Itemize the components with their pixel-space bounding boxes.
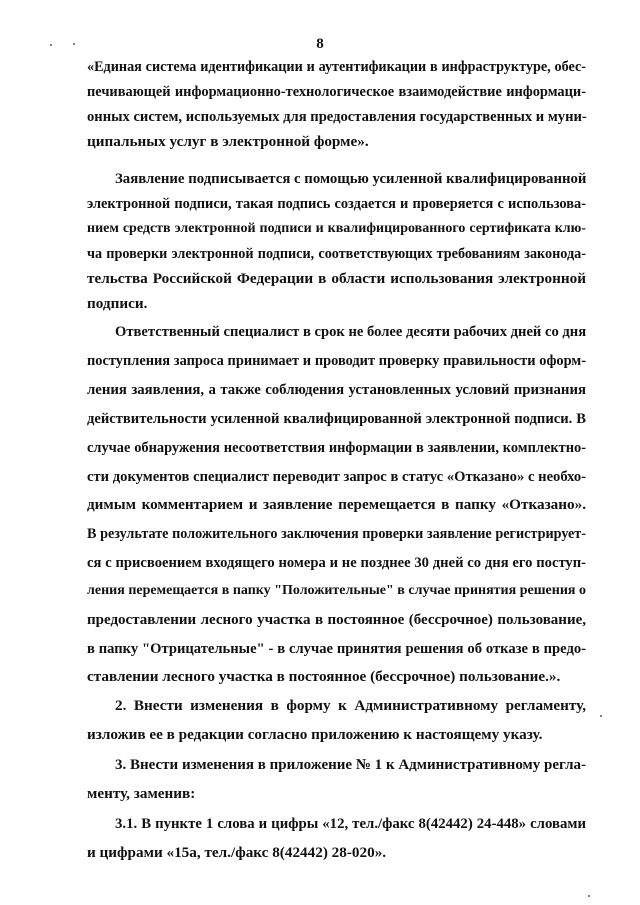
text-line: Заявление подписывается с помощью усиленной квалифицированной	[115, 171, 587, 187]
text-line: тельства Российской Федерации в области использования электронной	[87, 270, 586, 287]
scan-speck	[73, 43, 75, 45]
text-line: случае обнаружения несоответствия информации в заявлении, комплектно-	[87, 440, 586, 456]
page-number: 8	[316, 36, 324, 52]
text-line: менту, заменив:	[87, 785, 196, 802]
text-line: печивающей информационно-технологическое взаимодействие информаци-	[87, 84, 586, 100]
scan-speck	[50, 44, 52, 46]
text-line: в папку "Отрицательные" - в случае принятия решения об отказе в предо-	[87, 641, 586, 657]
text-line: димым комментарием и заявление перемещается в папку «Отказано».	[87, 496, 586, 513]
text-line: действительности усиленной квалифицированной электронной подписи. В	[87, 411, 586, 427]
text-line: ципальных услуг в электронной форме».	[87, 133, 369, 150]
text-line: онных систем, используемых для предоставления государственных и муни-	[87, 109, 587, 125]
text-line: поступления запроса принимает и проводит проверку правильности оформ-	[87, 353, 586, 369]
text-line: сти документов специалист переводит запрос в статус «Отказано» с необхо-	[87, 469, 586, 485]
text-line: «Единая система идентификации и аутентификации в инфраструктуре, обес-	[87, 59, 586, 75]
text-line: ча проверки электронной подписи, соответствующих требованиям законода-	[87, 246, 586, 262]
text-line: подписи.	[87, 295, 148, 312]
text-line: ления перемещается в папку "Положительные" в случае принятия решения о	[87, 583, 586, 598]
text-line: предоставлении лесного участка в постоянное (бессрочное) пользование,	[87, 612, 586, 628]
text-line: ления заявления, а также соблюдения установленных условий признания	[87, 382, 586, 398]
text-line: и цифрами «15а, тел./факс 8(42442) 28-020».	[87, 844, 387, 861]
text-line: Ответственный специалист в срок не более десяти рабочих дней со дня	[115, 324, 587, 340]
text-line: 2. Внести изменения в форму к Административному регламенту,	[115, 697, 586, 714]
text-line: 3. Внести изменения в приложение № 1 к Административному регла-	[115, 757, 586, 773]
text-line: В результате положительного заключения проверки заявление регистрирует-	[87, 526, 586, 542]
scan-speck	[600, 715, 602, 717]
text-line: электронной подписи, такая подпись создается и проверяется с использова-	[87, 196, 586, 212]
text-line: 3.1. В пункте 1 слова и цифры «12, тел./факс 8(42442) 24-448» словами	[115, 816, 586, 832]
text-line: изложив ее в редакции согласно приложению к настоящему указу.	[87, 726, 543, 743]
text-line: ставлении лесного участка в постоянное (бессрочное) пользование.».	[87, 668, 561, 685]
text-line: ся с присвоением входящего номера и не позднее 30 дней со дня его поступ-	[87, 555, 586, 571]
scan-speck	[588, 895, 590, 897]
text-line: нием средств электронной подписи и квалифицированного сертификата клю-	[87, 221, 586, 236]
